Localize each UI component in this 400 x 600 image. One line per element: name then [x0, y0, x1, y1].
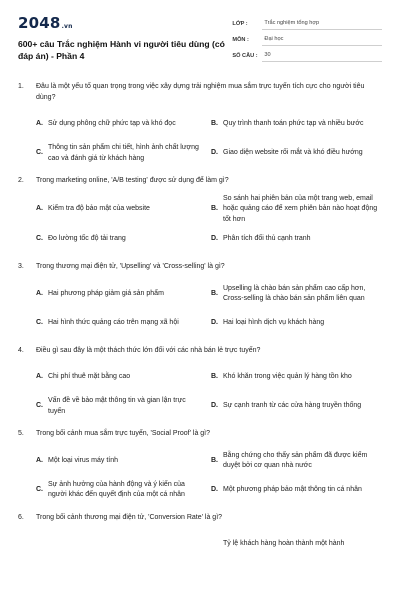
meta-label: LỚP : — [232, 21, 248, 27]
option-d[interactable] — [211, 225, 382, 254]
option-text: Kiểm tra độ bảo mật của website — [48, 205, 150, 212]
option-text: Khó khăn trong việc quản lý hàng tồn kho — [223, 373, 352, 381]
question-number: 4. — [18, 346, 24, 354]
option-b[interactable] — [211, 280, 382, 309]
question-prompt: Trong bối cảnh thương mại điện tử, 'Conversion Rate' là gì? — [36, 513, 223, 521]
option-letter: A. — [36, 289, 43, 297]
site-logo[interactable] — [18, 14, 232, 32]
document-meta — [232, 14, 382, 62]
question-4 — [18, 346, 382, 422]
meta-label: MÔN : — [232, 37, 249, 43]
question-3 — [18, 262, 382, 338]
option-d[interactable] — [211, 476, 382, 505]
option-text: Sử dụng phông chữ phức tạp và khó đọc — [48, 120, 176, 128]
question-number: 3. — [18, 263, 24, 270]
option-c[interactable] — [36, 392, 207, 421]
question-prompt: Đâu là một yếu tố quan trọng trong việc xây dựng trải nghiệm mua sắm trực tuyến tích cực cho người tiêu dùng? — [36, 83, 365, 101]
option-c[interactable] — [36, 225, 207, 254]
option-text: Đo lường tốc độ tải trang — [48, 235, 126, 243]
option-letter: D. — [211, 149, 218, 157]
option-letter: D. — [211, 235, 218, 243]
question-list — [18, 82, 382, 559]
option-c[interactable] — [36, 139, 207, 168]
answer-options — [18, 194, 382, 255]
question-prompt: Trong bối cảnh mua sắm trực tuyến, 'Social Proof' là gì? — [36, 430, 211, 437]
document-title: 600+ câu Trắc nghiệm Hành vi người tiêu dùng (có đáp án) - Phần 4 — [18, 39, 225, 61]
option-b[interactable] — [211, 363, 382, 392]
option-letter: D. — [211, 485, 218, 493]
option-d[interactable] — [211, 139, 382, 168]
option-letter: B. — [211, 289, 218, 297]
question-prompt: Điều gì sau đây là một thách thức lớn đối với các nhà bán lẻ trực tuyến? — [36, 346, 261, 354]
option-b[interactable] — [211, 110, 382, 139]
question-text — [18, 262, 382, 273]
option-text: So sánh hai phiên bản của một trang web, email hoặc quảng cáo để xem phiên bản nào hoạt động tốt hơn — [223, 194, 378, 223]
question-number: 1. — [18, 83, 24, 90]
meta-value: Trắc nghiệm tổng hợp — [262, 20, 382, 30]
question-prompt: Trong marketing online, 'A/B testing' được sử dụng để làm gì? — [36, 177, 229, 184]
question-text — [18, 346, 382, 357]
option-b[interactable] — [211, 530, 382, 559]
option-text: Chi phí thuê mặt bằng cao — [48, 373, 131, 381]
option-a[interactable] — [36, 194, 207, 226]
answer-options — [18, 280, 382, 338]
option-letter: A. — [36, 205, 43, 212]
option-c[interactable] — [36, 476, 207, 505]
option-text: Quy trình thanh toán phức tạp và nhiều bước — [223, 120, 364, 128]
question-text — [18, 82, 382, 103]
option-c[interactable] — [36, 309, 207, 338]
option-letter: A. — [36, 456, 43, 464]
option-a[interactable] — [36, 447, 207, 476]
option-letter: B. — [211, 205, 218, 212]
option-text: Upselling là chào bán sản phẩm cao cấp hơn, Cross-selling là chào bán sản phẩm liên quan — [223, 284, 366, 302]
option-letter: C. — [36, 235, 43, 243]
meta-label: SỐ CÂU : — [232, 53, 258, 59]
option-letter: C. — [36, 485, 43, 493]
option-letter: C. — [36, 318, 43, 326]
question-6 — [18, 513, 382, 560]
question-text — [18, 176, 382, 187]
option-a[interactable] — [36, 280, 207, 309]
option-letter: D. — [211, 402, 218, 410]
option-letter: B. — [211, 456, 218, 464]
question-text — [18, 513, 382, 524]
option-text: Hai phương pháp giảm giá sản phẩm — [48, 289, 164, 297]
meta-value: 30 — [262, 52, 382, 62]
option-text: Tỷ lệ khách hàng hoàn thành một hành — [223, 540, 345, 548]
option-text: Một phương pháp bảo mật thông tin cá nhân — [223, 485, 362, 493]
answer-options — [18, 530, 382, 559]
option-letter: D. — [211, 318, 218, 326]
option-letter: B. — [211, 120, 218, 128]
question-number: 6. — [18, 513, 24, 521]
question-text — [18, 429, 382, 440]
question-2 — [18, 176, 382, 254]
option-text: Vấn đề về bảo mật thông tin và gian lận trực tuyến — [48, 397, 186, 415]
option-d[interactable] — [211, 392, 382, 421]
option-a[interactable] — [36, 110, 207, 139]
meta-row-count — [232, 46, 382, 62]
option-letter: A. — [36, 373, 43, 381]
option-text: Thông tin sản phẩm chi tiết, hình ảnh chất lượng cao và đánh giá từ khách hàng — [48, 144, 199, 162]
meta-row-class — [232, 14, 382, 30]
option-text: Sự ảnh hưởng của hành động và ý kiến của người khác đến quyết định của một cá nhân — [48, 480, 185, 498]
option-b[interactable] — [211, 447, 382, 476]
option-b[interactable] — [211, 194, 382, 226]
option-text: Bằng chứng cho thấy sản phẩm đã được kiểm duyệt bởi cơ quan nhà nước — [223, 451, 368, 469]
answer-options — [18, 447, 382, 505]
meta-row-subject — [232, 30, 382, 46]
logo-tld: .vn — [61, 23, 73, 30]
option-d[interactable] — [211, 309, 382, 338]
option-text: Phân tích đối thủ cạnh tranh — [223, 235, 311, 243]
option-text: Hai loại hình dịch vụ khách hàng — [223, 318, 325, 326]
question-5 — [18, 429, 382, 505]
answer-options — [18, 110, 382, 168]
meta-value: Đại học — [262, 36, 382, 46]
option-text: Hai hình thức quảng cáo trên mạng xã hội — [48, 318, 179, 326]
option-text: Sự cạnh tranh từ các cửa hàng truyền thống — [223, 402, 362, 410]
question-number: 2. — [18, 177, 24, 184]
option-letter: C. — [36, 149, 43, 157]
answer-options — [18, 363, 382, 421]
option-letter: C. — [36, 402, 43, 410]
brand-block — [18, 14, 232, 62]
option-text: Một loại virus máy tính — [48, 456, 119, 464]
page-header — [18, 0, 382, 62]
question-1 — [18, 82, 382, 168]
logo-text: 2048 — [18, 14, 61, 32]
option-letter: B. — [211, 373, 218, 381]
option-letter: A. — [36, 120, 43, 128]
option-text: Giao diện website rối mắt và khó điều hướng — [223, 149, 363, 157]
question-prompt: Trong thương mại điện tử, 'Upselling' và 'Cross-selling' là gì? — [36, 263, 225, 270]
question-number: 5. — [18, 430, 24, 437]
option-a[interactable] — [36, 363, 207, 392]
option-a[interactable] — [36, 530, 207, 559]
